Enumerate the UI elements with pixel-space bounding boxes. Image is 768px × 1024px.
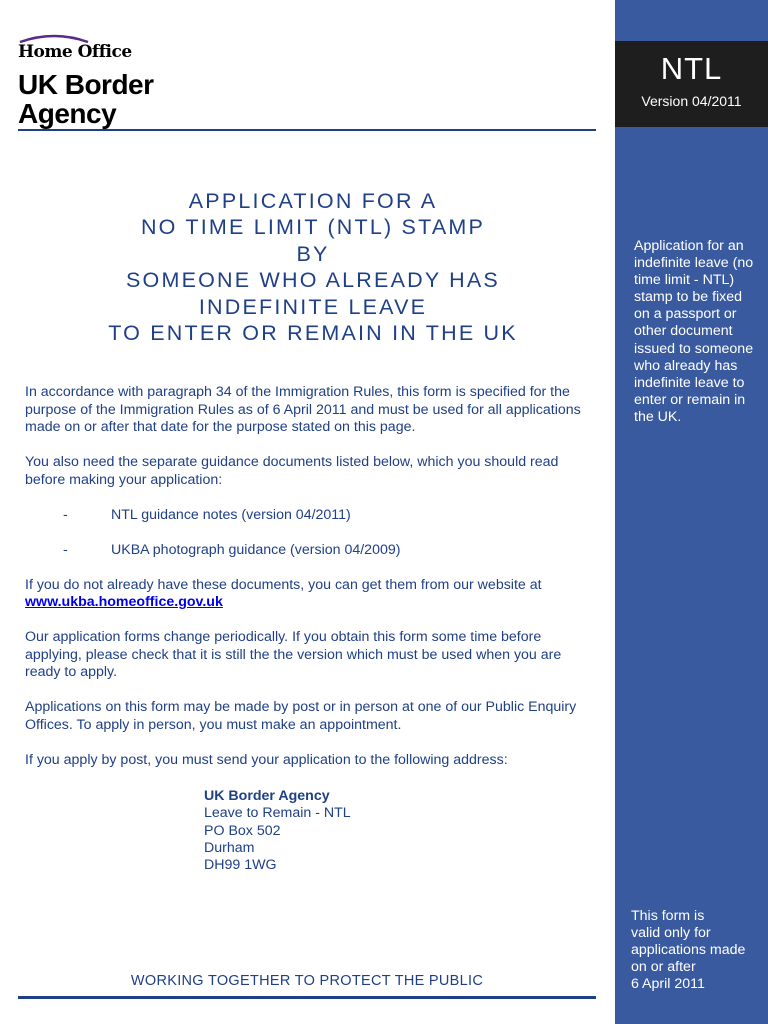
title-line: SOMEONE WHO ALREADY HAS	[126, 268, 500, 293]
form-title	[18, 188, 608, 346]
sidebar-validity: This form is valid only for applications made on or after 6 April 2011	[631, 908, 746, 993]
paragraph-rules: In accordance with paragraph 34 of the Immigration Rules, this form is specified for the purpose of the Immigration Rules as of 6 April 2011 and must be used for all applications made on or after that date for the purpose stated on this page.	[25, 384, 581, 435]
list-item	[25, 542, 595, 560]
title-line: TO ENTER OR REMAIN IN THE UK	[108, 321, 518, 346]
address-line: PO Box 502	[204, 822, 281, 839]
sidebar	[615, 0, 768, 1024]
paragraph-version: Our application forms change periodically. If you obtain this form some time before applying, please check that it is still the the version which must be used when you are ready to apply.	[25, 629, 562, 680]
title-line: INDEFINITE LEAVE	[198, 294, 428, 319]
paragraph-guidance: You also need the separate guidance documents listed below, which you should read before making your application:	[25, 454, 559, 488]
address-org: UK Border Agency	[204, 788, 330, 804]
postal-address	[204, 788, 351, 874]
bullet-text: UKBA photograph guidance (version 04/2009)	[111, 541, 401, 558]
title-line: BY	[296, 241, 330, 266]
logo-agency-name: UK Border Agency	[18, 69, 154, 129]
website-link[interactable]: www.ukba.homeoffice.gov.uk	[25, 594, 223, 610]
bullet-dash: -	[63, 541, 68, 558]
footer-slogan: WORKING TOGETHER TO PROTECT THE PUBLIC	[130, 973, 484, 989]
form-version: Version 04/2011	[641, 93, 742, 109]
home-office-logo	[18, 30, 168, 129]
intro-text	[25, 384, 595, 787]
form-code: NTL	[660, 51, 723, 86]
header-divider	[18, 129, 596, 131]
logo-org-name: Home Office	[18, 42, 132, 62]
address-line: DH99 1WG	[204, 857, 277, 874]
bullet-dash: -	[63, 506, 68, 523]
paragraph-website: If you do not already have these documents, you can get them from our website at www.ukba.homeoffice.gov.uk	[25, 576, 542, 610]
form-code-box	[615, 41, 768, 127]
paragraph-post: If you apply by post, you must send your application to the following address:	[25, 751, 508, 768]
bullet-text: NTL guidance notes (version 04/2011)	[111, 506, 351, 523]
sidebar-description: Application for an indefinite leave (no time limit - NTL) stamp to be fixed on a passport or other document issued to someone who already has indefinite leave to enter or remain in the UK.	[634, 238, 754, 425]
address-line: Durham	[204, 839, 255, 856]
title-line: APPLICATION FOR A	[188, 189, 438, 213]
footer-divider	[18, 996, 596, 999]
address-line: Leave to Remain - NTL	[204, 805, 351, 822]
list-item	[25, 507, 595, 525]
title-line: NO TIME LIMIT (NTL) STAMP	[140, 215, 486, 240]
paragraph-apply: Applications on this form may be made by post or in person at one of our Public Enquiry Offices. To apply in person, you must make an appointment.	[25, 699, 577, 733]
